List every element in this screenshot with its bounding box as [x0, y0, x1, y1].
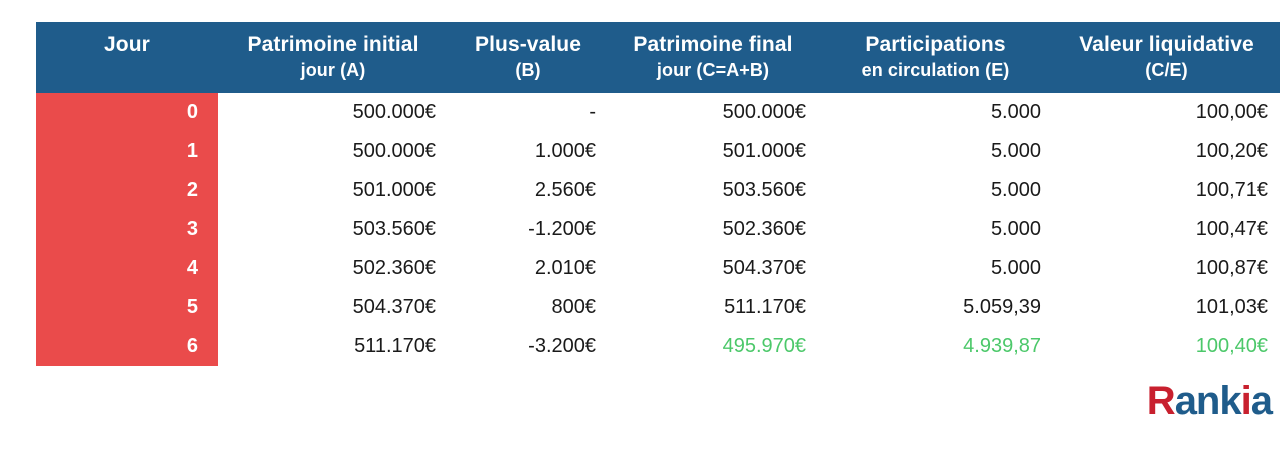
column-header-patrimoine-initial-title: Patrimoine initial — [247, 33, 419, 56]
cell-patrimoine_initial: 500.000€ — [218, 93, 448, 132]
column-header-participations — [818, 22, 1053, 93]
cell-participations: 5.059,39 — [818, 288, 1053, 327]
column-header-patrimoine-final-sub: jour (C=A+B) — [656, 59, 770, 80]
cell-patrimoine_initial: 511.170€ — [218, 327, 448, 366]
cell-valeur_liquidative: 100,00€ — [1053, 93, 1280, 132]
table-row — [36, 171, 1280, 210]
column-header-valeur-liquidative-title: Valeur liquidative — [1079, 33, 1254, 56]
cell-valeur_liquidative: 100,71€ — [1053, 171, 1280, 210]
cell-patrimoine_final: 500.000€ — [608, 93, 818, 132]
cell-patrimoine_final: 503.560€ — [608, 171, 818, 210]
table-row — [36, 210, 1280, 249]
column-header-participations-sub: en circulation (E) — [861, 59, 1010, 80]
cell-patrimoine_final: 495.970€ — [608, 327, 818, 366]
cell-patrimoine_final: 504.370€ — [608, 249, 818, 288]
logo-part-i: i — [1240, 379, 1251, 423]
column-header-jour — [36, 22, 218, 93]
cell-participations: 4.939,87 — [818, 327, 1053, 366]
table-row — [36, 93, 1280, 132]
column-header-plus-value — [448, 22, 608, 93]
cell-jour: 1 — [36, 132, 218, 171]
cell-valeur_liquidative: 100,20€ — [1053, 132, 1280, 171]
cell-jour: 4 — [36, 249, 218, 288]
column-header-patrimoine-final-title: Patrimoine final — [633, 33, 793, 56]
table-row — [36, 288, 1280, 327]
fund-nav-table-container — [36, 22, 1280, 366]
column-header-participations-title: Participations — [865, 33, 1006, 56]
cell-plus_value: 1.000€ — [448, 132, 608, 171]
cell-patrimoine_initial: 504.370€ — [218, 288, 448, 327]
cell-patrimoine_initial: 502.360€ — [218, 249, 448, 288]
cell-plus_value: 2.560€ — [448, 171, 608, 210]
cell-valeur_liquidative: 100,47€ — [1053, 210, 1280, 249]
column-header-patrimoine-initial-sub: jour (A) — [300, 59, 366, 80]
cell-jour: 2 — [36, 171, 218, 210]
cell-plus_value: -3.200€ — [448, 327, 608, 366]
column-header-plus-value-title: Plus-value — [474, 33, 582, 56]
cell-valeur_liquidative: 101,03€ — [1053, 288, 1280, 327]
column-header-jour-title: Jour — [104, 33, 150, 56]
table-header-row — [36, 22, 1280, 93]
column-header-valeur-liquidative-sub: (C/E) — [1145, 59, 1188, 80]
table-row — [36, 132, 1280, 171]
cell-participations: 5.000 — [818, 249, 1053, 288]
logo-part-a: a — [1250, 379, 1272, 423]
cell-valeur_liquidative: 100,87€ — [1053, 249, 1280, 288]
column-header-patrimoine-final — [608, 22, 818, 93]
cell-patrimoine_initial: 503.560€ — [218, 210, 448, 249]
rankia-logo — [1147, 381, 1272, 421]
logo-part-r: R — [1146, 379, 1175, 423]
cell-participations: 5.000 — [818, 171, 1053, 210]
column-header-valeur-liquidative — [1053, 22, 1280, 93]
cell-patrimoine_initial: 501.000€ — [218, 171, 448, 210]
cell-patrimoine_final: 511.170€ — [608, 288, 818, 327]
cell-plus_value: -1.200€ — [448, 210, 608, 249]
cell-jour: 6 — [36, 327, 218, 366]
table-row — [36, 249, 1280, 288]
cell-plus_value: 2.010€ — [448, 249, 608, 288]
table-row — [36, 327, 1280, 366]
cell-patrimoine_final: 502.360€ — [608, 210, 818, 249]
column-header-plus-value-sub: (B) — [515, 59, 541, 80]
cell-jour: 5 — [36, 288, 218, 327]
cell-patrimoine_final: 501.000€ — [608, 132, 818, 171]
table-header — [36, 22, 1280, 93]
cell-patrimoine_initial: 500.000€ — [218, 132, 448, 171]
logo-part-ank: ank — [1174, 379, 1241, 423]
cell-jour: 3 — [36, 210, 218, 249]
cell-participations: 5.000 — [818, 132, 1053, 171]
cell-valeur_liquidative: 100,40€ — [1053, 327, 1280, 366]
fund-nav-table — [36, 22, 1280, 366]
column-header-patrimoine-initial — [218, 22, 448, 93]
cell-participations: 5.000 — [818, 93, 1053, 132]
cell-participations: 5.000 — [818, 210, 1053, 249]
table-body — [36, 93, 1280, 366]
cell-plus_value: - — [448, 93, 608, 132]
cell-jour: 0 — [36, 93, 218, 132]
cell-plus_value: 800€ — [448, 288, 608, 327]
